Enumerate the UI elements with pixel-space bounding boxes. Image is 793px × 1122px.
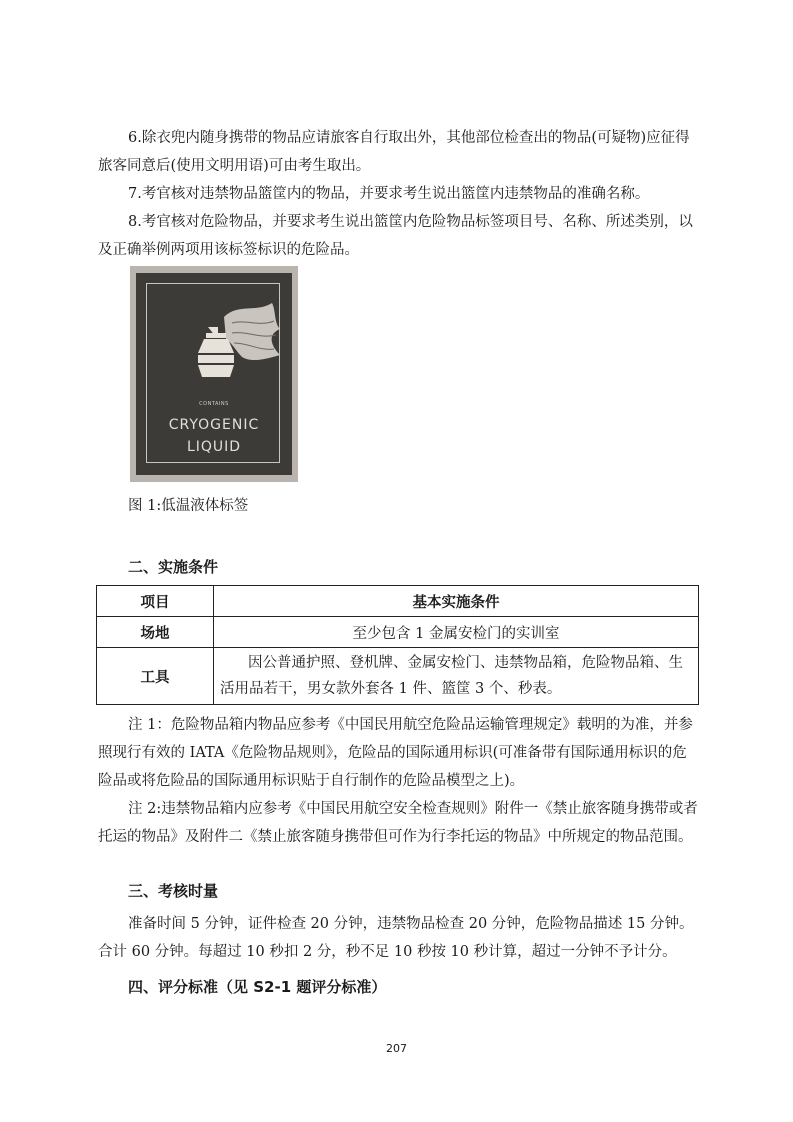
table-header-conditions: 基本实施条件 — [214, 586, 699, 617]
label-background — [136, 273, 292, 475]
section-heading-duration: 三、考核时量 — [128, 882, 219, 900]
label-liquid-text: LIQUID — [186, 439, 242, 455]
paragraph-item-6: 6.除衣兜内随身携带的物品应请旅客自行取出外，其他部位检查出的物品(可疑物)应征得旅客同意后(使用文明用语)可由考生取出。 — [98, 130, 690, 174]
note-2: 注 2:违禁物品箱内应参考《中国民用航空安全检查规则》附件一《禁止旅客随身携带或者托运的物品》及附件二《禁止旅客随身携带但可作为行李托运的物品》中所规定的物品范围。 — [98, 801, 698, 845]
duration-text: 准备时间 5 分钟，证件检查 20 分钟，违禁物品检查 20 分钟，危险物品描述 15 分钟。合计 60 分钟。每超过 10 秒扣 2 分，秒不足 10 秒按 10 秒计算，超过一分钟不予计分。 — [98, 916, 694, 960]
page-number: 207 — [386, 1042, 407, 1055]
conditions-table — [96, 585, 699, 705]
table-row — [97, 617, 699, 648]
note-1: 注 1：危险物品箱内物品应参考《中国民用航空危险品运输管理规定》载明的为准，并参照现行有效的 IATA《危险物品规则》，危险品的国际通用标识(可准备带有国际通用标识的危险品或将危险品的国际通用标识贴于自行制作的危险品模型之上)。 — [98, 717, 693, 789]
table-cell-venue-value: 至少包含 1 金属安检门的实训室 — [214, 617, 699, 648]
label-cryogenic-text: CRYOGENIC — [168, 417, 260, 433]
section-heading-conditions: 二、实施条件 — [128, 558, 219, 576]
table-cell-venue-label: 场地 — [97, 617, 214, 648]
section-heading-scoring: 四、评分标准（见 S2-1 题评分标准） — [128, 978, 387, 996]
table-header-row — [97, 586, 699, 617]
table-cell-tools-label: 工具 — [97, 648, 214, 705]
paragraph-item-8: 8.考官核对危险物品，并要求考生说出篮筐内危险物品标签项目号、名称、所述类别，以及正确举例两项用该标签标识的危险品。 — [98, 214, 693, 258]
figure-caption: 图 1:低温液体标签 — [128, 498, 249, 514]
table-cell-tools-value: 因公普通护照、登机牌、金属安检门、违禁物品箱，危险物品箱、生活用品若干，男女款外套各 1 件、篮筐 3 个、秒表。 — [214, 648, 699, 705]
cryogenic-liquid-label-image — [130, 266, 298, 482]
table-header-item: 项目 — [97, 586, 214, 617]
label-contains-text: CONTAINS — [199, 401, 229, 407]
cryogenic-flask-icon — [136, 273, 292, 393]
table-row — [97, 648, 699, 705]
paragraph-item-7: 7.考官核对违禁物品篮筐内的物品，并要求考生说出篮筐内违禁物品的准确名称。 — [128, 186, 650, 202]
